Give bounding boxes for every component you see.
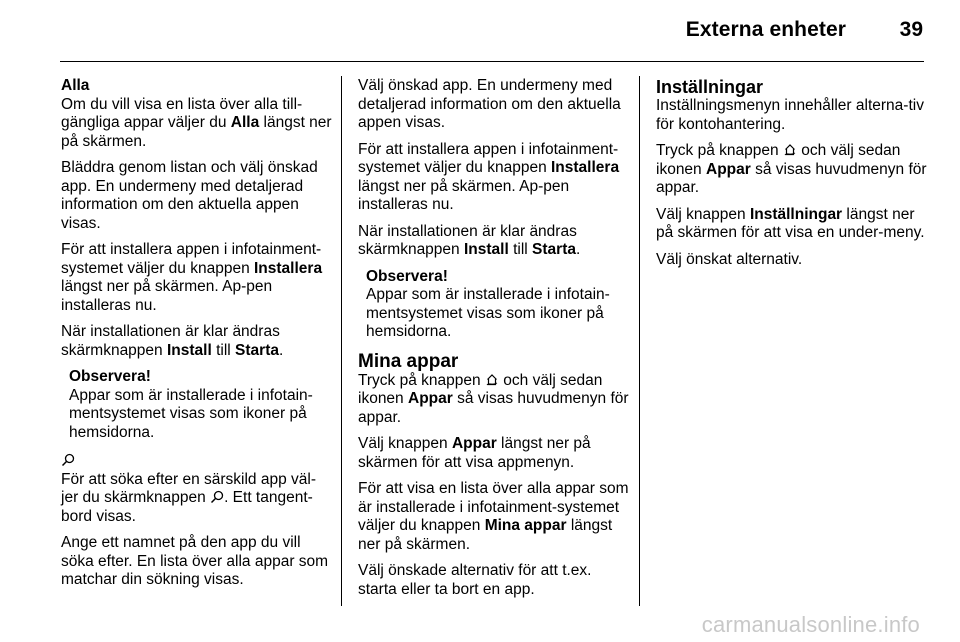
bold-term: Inställningar bbox=[749, 205, 843, 223]
home-settings-icon bbox=[485, 373, 499, 387]
column-2 bbox=[358, 77, 630, 607]
note-text: Appar som är installerade i infotain-mentsystemet visas som ikoner på hemsidorna. bbox=[69, 386, 313, 441]
text: längst ner på skärmen för att visa en under-meny. bbox=[656, 205, 925, 241]
bold-term: Installera bbox=[551, 159, 620, 176]
text: Välj knappen bbox=[656, 205, 746, 223]
text: Välj knappen bbox=[358, 435, 448, 452]
bold-term: Starta bbox=[532, 241, 576, 258]
bold-term: Starta bbox=[235, 341, 279, 359]
watermark: carmanualsonline.info bbox=[701, 612, 920, 637]
header-rule bbox=[60, 61, 924, 62]
bold-term: Mina appar bbox=[484, 517, 567, 534]
text: och välj sedan ikonen bbox=[656, 142, 901, 178]
bold-term: Appar bbox=[451, 435, 497, 452]
search-icon bbox=[61, 453, 75, 467]
paragraph: Välj önskade alternativ för att t.ex. starta eller ta bort en app. bbox=[358, 562, 592, 598]
note-box bbox=[69, 368, 333, 442]
section-mina-appar bbox=[358, 352, 630, 428]
bold-term: Install bbox=[463, 241, 509, 258]
bold-term: Appar bbox=[408, 390, 453, 407]
text: så visas huvudmenyn för appar. bbox=[358, 390, 629, 426]
text: . bbox=[575, 241, 581, 258]
text: För att visa en lista över alla appar som är installerade i infotainment-systemet väljer du knappen bbox=[358, 480, 629, 534]
paragraph-install-done bbox=[358, 223, 630, 260]
text: längst ner på skärmen. bbox=[61, 114, 332, 150]
bold-term: Appar bbox=[706, 160, 751, 178]
column-divider-2 bbox=[639, 76, 640, 606]
text: Inställningsmenyn innehåller alterna-tiv för kontohantering. bbox=[656, 97, 924, 133]
note-box bbox=[366, 268, 630, 342]
paragraph-install-done bbox=[61, 323, 333, 360]
paragraph-appar bbox=[656, 142, 928, 198]
paragraph: Ange ett namnet på den app du vill söka efter. En lista över alla appar som matchar din sökning visas. bbox=[61, 534, 329, 588]
section-heading: Inställningar bbox=[656, 77, 764, 97]
column-1 bbox=[61, 77, 333, 598]
paragraph: Välj önskad app. En undermeny med detaljerad information om den aktuella appen visas. bbox=[358, 77, 621, 131]
bold-term: Alla bbox=[230, 114, 260, 131]
text: . Ett tangent-bord visas. bbox=[61, 489, 313, 525]
note-label: Observera! bbox=[366, 267, 448, 285]
text: och välj sedan ikonen bbox=[358, 371, 603, 407]
paragraph: Bläddra genom listan och välj önskad app. En undermeny med detaljerad information om den aktuella appen visas. bbox=[61, 159, 318, 232]
search-subheading bbox=[61, 452, 333, 471]
text: För att söka efter en särskild app väl-jer du skärmknappen bbox=[61, 470, 317, 506]
paragraph-appar bbox=[358, 435, 630, 472]
text: längst ner på skärmen. Ap-pen installeras nu. bbox=[358, 177, 570, 213]
text: så visas huvudmenyn för appar. bbox=[656, 160, 927, 196]
search-icon bbox=[210, 490, 224, 504]
text: Om du vill visa en lista över alla till-gängliga appar väljer du bbox=[61, 95, 303, 131]
column-divider-1 bbox=[341, 76, 342, 606]
bold-term: Installera bbox=[254, 259, 323, 277]
paragraph-install bbox=[61, 241, 333, 315]
text: till bbox=[216, 341, 231, 359]
home-settings-icon bbox=[783, 143, 797, 157]
text: till bbox=[513, 241, 528, 258]
text: För att installera appen i infotainment-systemet väljer du knappen bbox=[358, 140, 619, 176]
text: När installationen är klar ändras skärmknappen bbox=[358, 222, 577, 258]
paragraph-search bbox=[61, 471, 333, 527]
text: Tryck på knappen bbox=[358, 371, 481, 389]
text: längst ner på skärmen. bbox=[358, 517, 613, 553]
note-text: Appar som är installerade i infotain-mentsystemet visas som ikoner på hemsidorna. bbox=[366, 286, 610, 340]
bold-term: Install bbox=[166, 341, 212, 359]
page-number: 39 bbox=[899, 18, 923, 41]
text: För att installera appen i infotainment-systemet väljer du knappen bbox=[61, 241, 322, 277]
paragraph-install bbox=[358, 141, 630, 215]
subheading-all: Alla bbox=[61, 77, 90, 94]
paragraph-mina-appar bbox=[358, 480, 630, 554]
text: Tryck på knappen bbox=[656, 142, 779, 159]
paragraph: Välj önskat alternativ. bbox=[656, 250, 803, 268]
paragraph-all bbox=[61, 77, 333, 151]
section-installningar bbox=[656, 77, 928, 134]
section-heading: Mina appar bbox=[358, 350, 459, 372]
column-3 bbox=[656, 77, 928, 277]
text: . bbox=[278, 341, 284, 359]
text: längst ner på skärmen. Ap-pen installeras nu. bbox=[61, 278, 273, 314]
text: längst ner på skärmen för att visa appmenyn. bbox=[358, 435, 591, 471]
text: När installationen är klar ändras skärmknappen bbox=[61, 323, 280, 359]
paragraph-installningar bbox=[656, 206, 928, 243]
note-label: Observera! bbox=[69, 368, 151, 385]
page-header-title: Externa enheter bbox=[685, 18, 846, 41]
